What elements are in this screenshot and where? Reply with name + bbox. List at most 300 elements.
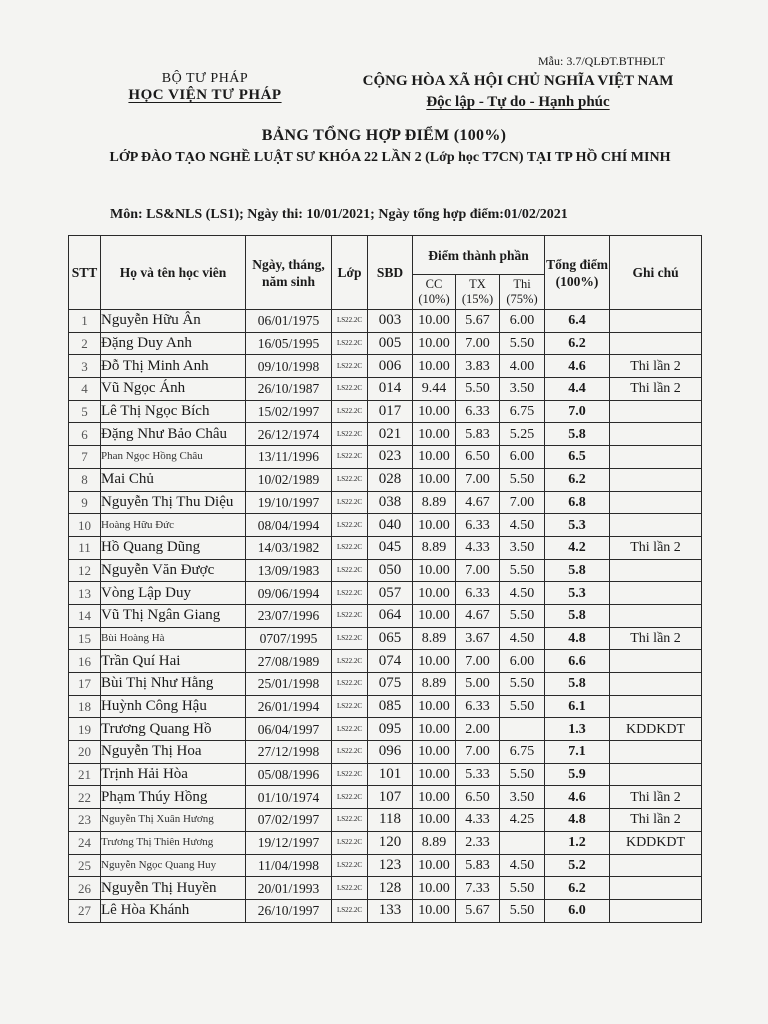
col-thi: Thi (75%) <box>500 275 545 310</box>
stt-cell: 18 <box>69 695 101 718</box>
score-total: 7.1 <box>545 741 610 764</box>
table-row <box>69 332 702 355</box>
birth-date: 13/09/1983 <box>246 559 332 582</box>
student-name: Vũ Thị Ngân Giang <box>101 604 246 627</box>
candidate-number: 065 <box>368 627 413 650</box>
grade-rows <box>69 310 702 923</box>
candidate-number: 074 <box>368 650 413 673</box>
academy-name: HỌC VIỆN TƯ PHÁP <box>128 87 282 103</box>
table-row <box>69 854 702 877</box>
score-thi: 3.50 <box>500 786 545 809</box>
candidate-number: 006 <box>368 355 413 378</box>
table-row <box>69 650 702 673</box>
score-tx: 6.33 <box>456 582 500 605</box>
score-thi: 6.00 <box>500 310 545 333</box>
score-tx: 3.67 <box>456 627 500 650</box>
table-row <box>69 400 702 423</box>
note-cell: Thi lần 2 <box>610 809 702 832</box>
score-tx: 5.83 <box>456 854 500 877</box>
score-thi: 5.50 <box>500 763 545 786</box>
score-thi: 6.00 <box>500 650 545 673</box>
birth-date: 13/11/1996 <box>246 446 332 469</box>
table-row <box>69 446 702 469</box>
score-tx: 5.33 <box>456 763 500 786</box>
score-thi: 4.25 <box>500 809 545 832</box>
table-row <box>69 718 702 741</box>
candidate-number: 021 <box>368 423 413 446</box>
stt-cell: 1 <box>69 310 101 333</box>
class-code: LS22.2C <box>332 650 368 673</box>
score-total: 6.8 <box>545 491 610 514</box>
student-name: Vòng Lập Duy <box>101 582 246 605</box>
student-name: Nguyễn Văn Được <box>101 559 246 582</box>
class-code: LS22.2C <box>332 446 368 469</box>
score-total: 6.4 <box>545 310 610 333</box>
note-cell <box>610 854 702 877</box>
student-name: Nguyễn Ngọc Quang Huy <box>101 854 246 877</box>
score-total: 5.8 <box>545 423 610 446</box>
note-cell <box>610 468 702 491</box>
class-code: LS22.2C <box>332 468 368 491</box>
birth-date: 09/10/1998 <box>246 355 332 378</box>
birth-date: 23/07/1996 <box>246 604 332 627</box>
birth-date: 26/12/1974 <box>246 423 332 446</box>
table-row <box>69 899 702 922</box>
stt-cell: 26 <box>69 877 101 900</box>
note-cell <box>610 604 702 627</box>
score-thi: 6.75 <box>500 400 545 423</box>
class-code: LS22.2C <box>332 378 368 401</box>
col-cc: CC (10%) <box>413 275 456 310</box>
class-code: LS22.2C <box>332 741 368 764</box>
score-thi: 7.00 <box>500 491 545 514</box>
col-components: Điểm thành phần <box>413 236 545 275</box>
score-thi: 5.50 <box>500 673 545 696</box>
stt-cell: 20 <box>69 741 101 764</box>
candidate-number: 120 <box>368 831 413 854</box>
stt-cell: 6 <box>69 423 101 446</box>
score-tx: 4.33 <box>456 536 500 559</box>
student-name: Nguyễn Thị Huyền <box>101 877 246 900</box>
grades-table <box>68 235 702 923</box>
birth-date: 06/01/1975 <box>246 310 332 333</box>
class-code: LS22.2C <box>332 423 368 446</box>
class-code: LS22.2C <box>332 627 368 650</box>
class-code: LS22.2C <box>332 604 368 627</box>
candidate-number: 085 <box>368 695 413 718</box>
note-cell <box>610 559 702 582</box>
score-cc: 10.00 <box>413 559 456 582</box>
candidate-number: 107 <box>368 786 413 809</box>
table-row <box>69 310 702 333</box>
score-cc: 10.00 <box>413 446 456 469</box>
table-row <box>69 536 702 559</box>
note-cell <box>610 310 702 333</box>
birth-date: 26/10/1987 <box>246 378 332 401</box>
republic-name: CỘNG HÒA XÃ HỘI CHỦ NGHĨA VIỆT NAM <box>362 73 674 89</box>
score-total: 6.2 <box>545 468 610 491</box>
score-tx: 6.33 <box>456 695 500 718</box>
table-row <box>69 491 702 514</box>
score-cc: 8.89 <box>413 831 456 854</box>
stt-cell: 10 <box>69 514 101 537</box>
class-code: LS22.2C <box>332 536 368 559</box>
student-name: Huỳnh Công Hậu <box>101 695 246 718</box>
candidate-number: 050 <box>368 559 413 582</box>
score-total: 4.6 <box>545 355 610 378</box>
score-thi: 4.50 <box>500 627 545 650</box>
stt-cell: 14 <box>69 604 101 627</box>
score-thi: 6.00 <box>500 446 545 469</box>
score-cc: 10.00 <box>413 310 456 333</box>
birth-date: 09/06/1994 <box>246 582 332 605</box>
score-total: 5.2 <box>545 854 610 877</box>
class-code: LS22.2C <box>332 809 368 832</box>
score-cc: 10.00 <box>413 786 456 809</box>
class-code: LS22.2C <box>332 514 368 537</box>
student-name: Bùi Thị Như Hằng <box>101 673 246 696</box>
student-name: Vũ Ngọc Ánh <box>101 378 246 401</box>
score-thi: 5.50 <box>500 604 545 627</box>
score-total: 7.0 <box>545 400 610 423</box>
score-tx: 6.50 <box>456 786 500 809</box>
score-total: 5.3 <box>545 514 610 537</box>
candidate-number: 014 <box>368 378 413 401</box>
score-cc: 10.00 <box>413 650 456 673</box>
score-total: 1.2 <box>545 831 610 854</box>
score-tx: 7.00 <box>456 332 500 355</box>
score-thi: 3.50 <box>500 536 545 559</box>
score-cc: 10.00 <box>413 763 456 786</box>
note-cell <box>610 423 702 446</box>
student-name: Hoàng Hữu Đức <box>101 514 246 537</box>
stt-cell: 4 <box>69 378 101 401</box>
candidate-number: 005 <box>368 332 413 355</box>
score-tx: 5.50 <box>456 378 500 401</box>
student-name: Hồ Quang Dũng <box>101 536 246 559</box>
candidate-number: 123 <box>368 854 413 877</box>
score-thi: 3.50 <box>500 378 545 401</box>
student-name: Nguyễn Thị Hoa <box>101 741 246 764</box>
student-name: Lê Hòa Khánh <box>101 899 246 922</box>
score-thi: 5.50 <box>500 559 545 582</box>
candidate-number: 118 <box>368 809 413 832</box>
note-cell <box>610 650 702 673</box>
class-code: LS22.2C <box>332 400 368 423</box>
score-tx: 7.00 <box>456 468 500 491</box>
stt-cell: 21 <box>69 763 101 786</box>
stt-cell: 7 <box>69 446 101 469</box>
score-thi: 5.25 <box>500 423 545 446</box>
birth-date: 27/08/1989 <box>246 650 332 673</box>
stt-cell: 25 <box>69 854 101 877</box>
class-code: LS22.2C <box>332 695 368 718</box>
score-total: 1.3 <box>545 718 610 741</box>
note-cell <box>610 899 702 922</box>
student-name: Trịnh Hải Hòa <box>101 763 246 786</box>
table-row <box>69 877 702 900</box>
birth-date: 08/04/1994 <box>246 514 332 537</box>
table-row <box>69 604 702 627</box>
birth-date: 27/12/1998 <box>246 741 332 764</box>
class-code: LS22.2C <box>332 559 368 582</box>
score-total: 4.2 <box>545 536 610 559</box>
class-code: LS22.2C <box>332 718 368 741</box>
student-name: Phạm Thúy Hồng <box>101 786 246 809</box>
note-cell: KDDKDT <box>610 831 702 854</box>
score-total: 6.2 <box>545 332 610 355</box>
document-subtitle: LỚP ĐÀO TẠO NGHỀ LUẬT SƯ KHÓA 22 LẦN 2 (Lớp học T7CN) TẠI TP HỒ CHÍ MINH <box>109 150 671 165</box>
score-tx: 7.00 <box>456 650 500 673</box>
score-thi: 5.50 <box>500 695 545 718</box>
table-row <box>69 378 702 401</box>
table-row <box>69 582 702 605</box>
score-thi: 4.00 <box>500 355 545 378</box>
table-row <box>69 514 702 537</box>
national-motto: Độc lập - Tự do - Hạnh phúc <box>426 94 610 110</box>
score-total: 5.9 <box>545 763 610 786</box>
stt-cell: 2 <box>69 332 101 355</box>
note-cell: KDDKDT <box>610 718 702 741</box>
score-thi: 5.50 <box>500 877 545 900</box>
table-row <box>69 763 702 786</box>
birth-date: 10/02/1989 <box>246 468 332 491</box>
student-name: Lê Thị Ngọc Bích <box>101 400 246 423</box>
table-row <box>69 695 702 718</box>
birth-date: 07/02/1997 <box>246 809 332 832</box>
stt-cell: 17 <box>69 673 101 696</box>
table-row <box>69 423 702 446</box>
col-name: Họ và tên học viên <box>101 236 246 310</box>
note-cell <box>610 695 702 718</box>
ministry-name: BỘ TƯ PHÁP <box>161 71 249 86</box>
note-cell <box>610 877 702 900</box>
birth-date: 01/10/1974 <box>246 786 332 809</box>
score-cc: 10.00 <box>413 423 456 446</box>
score-thi: 5.50 <box>500 899 545 922</box>
candidate-number: 017 <box>368 400 413 423</box>
score-tx: 2.33 <box>456 831 500 854</box>
candidate-number: 023 <box>368 446 413 469</box>
score-cc: 9.44 <box>413 378 456 401</box>
table-row <box>69 627 702 650</box>
birth-date: 15/02/1997 <box>246 400 332 423</box>
score-cc: 8.89 <box>413 627 456 650</box>
note-cell <box>610 741 702 764</box>
score-tx: 5.67 <box>456 899 500 922</box>
note-cell: Thi lần 2 <box>610 786 702 809</box>
note-cell: Thi lần 2 <box>610 536 702 559</box>
student-name: Đặng Như Bảo Châu <box>101 423 246 446</box>
score-total: 6.0 <box>545 899 610 922</box>
birth-date: 06/04/1997 <box>246 718 332 741</box>
candidate-number: 133 <box>368 899 413 922</box>
score-total: 5.8 <box>545 559 610 582</box>
student-name: Trần Quí Hai <box>101 650 246 673</box>
score-tx: 7.33 <box>456 877 500 900</box>
col-sbd: SBD <box>368 236 413 310</box>
candidate-number: 003 <box>368 310 413 333</box>
note-cell: Thi lần 2 <box>610 355 702 378</box>
stt-cell: 13 <box>69 582 101 605</box>
note-cell <box>610 514 702 537</box>
stt-cell: 15 <box>69 627 101 650</box>
class-code: LS22.2C <box>332 310 368 333</box>
note-cell <box>610 400 702 423</box>
score-total: 6.2 <box>545 877 610 900</box>
stt-cell: 19 <box>69 718 101 741</box>
stt-cell: 5 <box>69 400 101 423</box>
score-tx: 5.00 <box>456 673 500 696</box>
col-dob: Ngày, tháng, năm sinh <box>246 236 332 310</box>
score-cc: 10.00 <box>413 718 456 741</box>
stt-cell: 11 <box>69 536 101 559</box>
note-cell <box>610 582 702 605</box>
table-row <box>69 786 702 809</box>
score-cc: 10.00 <box>413 468 456 491</box>
birth-date: 14/03/1982 <box>246 536 332 559</box>
table-row <box>69 831 702 854</box>
score-cc: 10.00 <box>413 514 456 537</box>
score-cc: 10.00 <box>413 332 456 355</box>
score-cc: 10.00 <box>413 854 456 877</box>
table-row <box>69 673 702 696</box>
class-code: LS22.2C <box>332 355 368 378</box>
student-name: Trương Thị Thiên Hương <box>101 831 246 854</box>
form-code: Mẫu: 3.7/QLĐT.BTHĐLT <box>538 54 665 68</box>
class-code: LS22.2C <box>332 763 368 786</box>
class-code: LS22.2C <box>332 877 368 900</box>
score-total: 5.3 <box>545 582 610 605</box>
score-tx: 6.33 <box>456 514 500 537</box>
score-thi: 5.50 <box>500 332 545 355</box>
birth-date: 16/05/1995 <box>246 332 332 355</box>
candidate-number: 045 <box>368 536 413 559</box>
stt-cell: 22 <box>69 786 101 809</box>
student-name: Đỗ Thị Minh Anh <box>101 355 246 378</box>
score-tx: 4.67 <box>456 604 500 627</box>
table-row <box>69 355 702 378</box>
class-code: LS22.2C <box>332 786 368 809</box>
score-total: 5.8 <box>545 604 610 627</box>
score-tx: 7.00 <box>456 741 500 764</box>
score-total: 4.8 <box>545 627 610 650</box>
stt-cell: 12 <box>69 559 101 582</box>
score-total: 6.5 <box>545 446 610 469</box>
note-cell <box>610 763 702 786</box>
class-code: LS22.2C <box>332 831 368 854</box>
col-total: Tổng điểm (100%) <box>545 236 610 310</box>
score-thi: 4.50 <box>500 854 545 877</box>
birth-date: 19/12/1997 <box>246 831 332 854</box>
class-code: LS22.2C <box>332 582 368 605</box>
score-tx: 5.83 <box>456 423 500 446</box>
score-thi <box>500 718 545 741</box>
candidate-number: 038 <box>368 491 413 514</box>
student-name: Nguyễn Hữu Ân <box>101 310 246 333</box>
score-cc: 10.00 <box>413 604 456 627</box>
class-code: LS22.2C <box>332 854 368 877</box>
score-cc: 10.00 <box>413 400 456 423</box>
score-total: 4.8 <box>545 809 610 832</box>
student-name: Bùi Hoàng Hà <box>101 627 246 650</box>
score-tx: 3.83 <box>456 355 500 378</box>
score-cc: 10.00 <box>413 355 456 378</box>
candidate-number: 075 <box>368 673 413 696</box>
student-name: Nguyễn Thị Thu Diệu <box>101 491 246 514</box>
student-name: Mai Chủ <box>101 468 246 491</box>
score-tx: 4.67 <box>456 491 500 514</box>
note-cell <box>610 332 702 355</box>
note-cell: Thi lần 2 <box>610 627 702 650</box>
stt-cell: 24 <box>69 831 101 854</box>
score-thi: 6.75 <box>500 741 545 764</box>
score-cc: 10.00 <box>413 809 456 832</box>
candidate-number: 128 <box>368 877 413 900</box>
note-cell <box>610 446 702 469</box>
col-tx: TX (15%) <box>456 275 500 310</box>
score-cc: 10.00 <box>413 899 456 922</box>
score-tx: 7.00 <box>456 559 500 582</box>
student-name: Đặng Duy Anh <box>101 332 246 355</box>
national-header <box>333 73 703 111</box>
candidate-number: 064 <box>368 604 413 627</box>
stt-cell: 27 <box>69 899 101 922</box>
col-stt: STT <box>69 236 101 310</box>
col-note: Ghi chú <box>610 236 702 310</box>
stt-cell: 16 <box>69 650 101 673</box>
birth-date: 05/08/1996 <box>246 763 332 786</box>
score-tx: 2.00 <box>456 718 500 741</box>
score-cc: 8.89 <box>413 491 456 514</box>
note-cell <box>610 491 702 514</box>
document-title: BẢNG TỔNG HỢP ĐIỂM (100%) <box>261 127 507 144</box>
class-code: LS22.2C <box>332 491 368 514</box>
score-tx: 4.33 <box>456 809 500 832</box>
stt-cell: 23 <box>69 809 101 832</box>
issuer-block <box>105 71 305 104</box>
student-name: Nguyễn Thị Xuân Hương <box>101 809 246 832</box>
score-tx: 6.50 <box>456 446 500 469</box>
score-thi <box>500 831 545 854</box>
table-row <box>69 559 702 582</box>
score-thi: 4.50 <box>500 514 545 537</box>
score-total: 4.4 <box>545 378 610 401</box>
score-cc: 10.00 <box>413 877 456 900</box>
note-cell <box>610 673 702 696</box>
birth-date: 20/01/1993 <box>246 877 332 900</box>
stt-cell: 9 <box>69 491 101 514</box>
score-thi: 5.50 <box>500 468 545 491</box>
birth-date: 0707/1995 <box>246 627 332 650</box>
student-name: Phan Ngọc Hồng Châu <box>101 446 246 469</box>
stt-cell: 8 <box>69 468 101 491</box>
candidate-number: 096 <box>368 741 413 764</box>
birth-date: 25/01/1998 <box>246 673 332 696</box>
stt-cell: 3 <box>69 355 101 378</box>
score-total: 5.8 <box>545 673 610 696</box>
score-total: 6.6 <box>545 650 610 673</box>
birth-date: 11/04/1998 <box>246 854 332 877</box>
table-row <box>69 468 702 491</box>
score-tx: 6.33 <box>456 400 500 423</box>
score-cc: 10.00 <box>413 741 456 764</box>
exam-meta: Môn: LS&NLS (LS1); Ngày thi: 10/01/2021; Ngày tổng hợp điểm:01/02/2021 <box>110 207 568 222</box>
candidate-number: 040 <box>368 514 413 537</box>
score-total: 6.1 <box>545 695 610 718</box>
score-total: 4.6 <box>545 786 610 809</box>
score-tx: 5.67 <box>456 310 500 333</box>
